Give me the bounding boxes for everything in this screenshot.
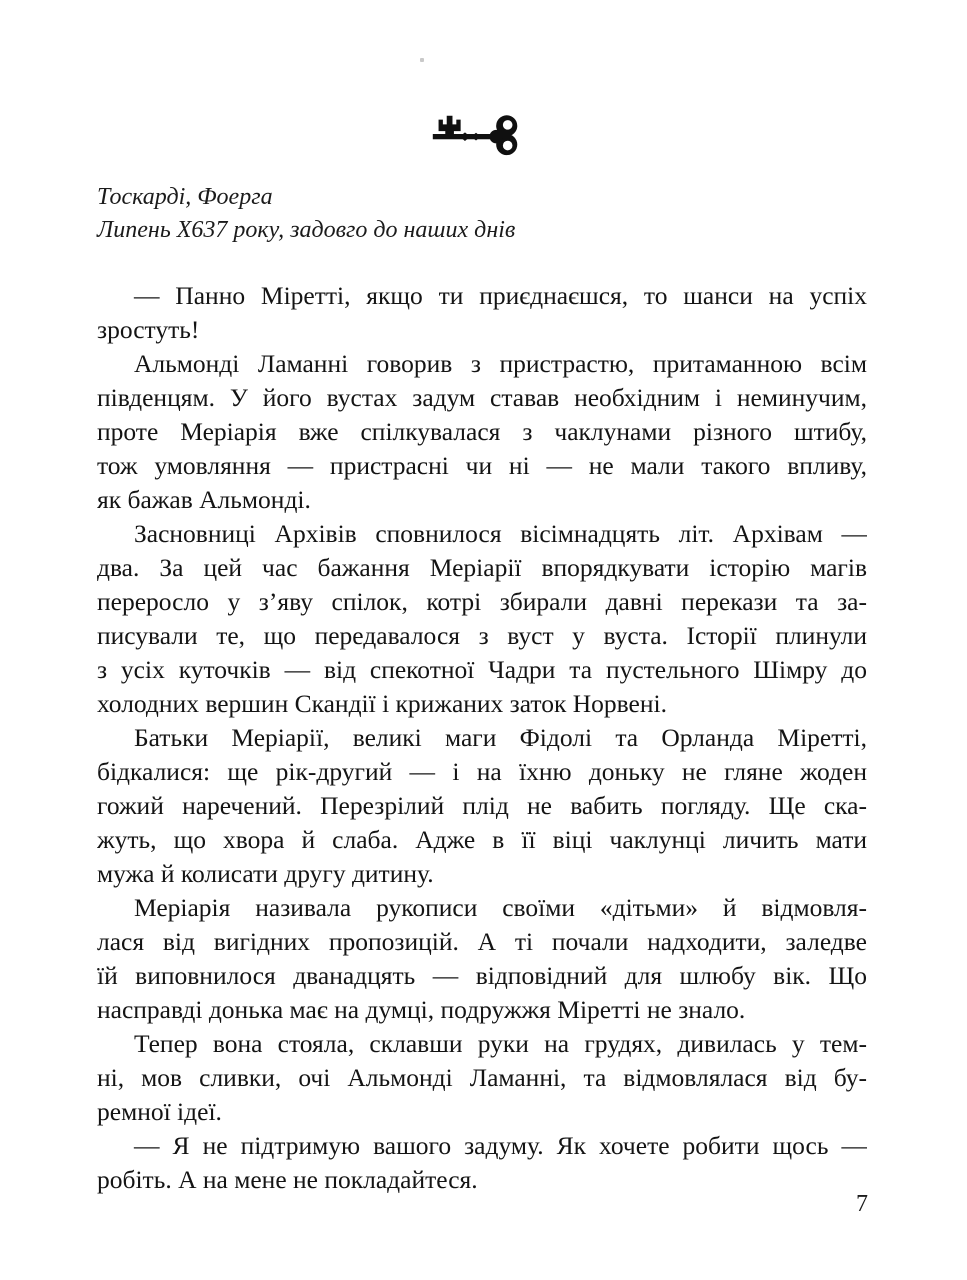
text-line: Батьки Меріарії, великі маги Фідолі та Орланда Міретті, (134, 723, 867, 752)
text-line: мужа й колисати другу дитину. (97, 859, 434, 888)
text-line: робіть. А на мене не покладайтеся. (97, 1165, 478, 1194)
paragraph (97, 517, 867, 721)
paragraph (97, 347, 867, 517)
text-line: Тепер вона стояла, склавши руки на грудях, дивилась у тем- (134, 1029, 867, 1058)
text-line: Засновниці Архівів сповнилося вісімнадцять літ. Архівам — (134, 519, 867, 548)
text-line: Меріарія називала рукописи своїми «дітьми» й відмовля- (134, 893, 867, 922)
text-line: ні, мов сливки, очі Альмонді Ламанні, та відмовлялася від бу- (97, 1063, 867, 1092)
text-line: зростуть! (97, 315, 200, 344)
key-ornament (428, 111, 524, 157)
text-line: з усіх куточків — від спекотної Чадри та пустельного Шімру до (97, 655, 867, 684)
paragraph (97, 891, 867, 1027)
scene-location: Тоскарді, Фоерга (97, 184, 273, 210)
scan-speck (420, 58, 424, 62)
text-line: лася від вигідних пропозицій. А ті почали надходити, заледве (97, 927, 867, 956)
text-line: Альмонді Ламанні говорив з пристрастю, притаманною всім (134, 349, 867, 378)
paragraph (97, 721, 867, 891)
text-line: писували те, що передавалося з вуст у вуста. Історії плинули (97, 621, 867, 650)
text-line: холодних вершин Скандії і крижаних заток Норвені. (97, 689, 667, 718)
paragraph (97, 1129, 867, 1197)
text-line: як бажав Альмонді. (97, 485, 311, 514)
text-line: переросло у з’яву спілок, котрі збирали давні перекази та за- (97, 587, 867, 616)
text-line: насправді донька має на думці, подружжя Міретті не знало. (97, 995, 746, 1024)
text-line: проте Меріарія вже спілкувалася з чаклунами різного штибу, (97, 417, 867, 446)
text-line: ремної ідеї. (97, 1097, 222, 1126)
text-line: південцям. У його вустах задум ставав необхідним і неминучим, (97, 383, 867, 412)
text-line: — Я не підтримую вашого задуму. Як хочете робити щось — (134, 1131, 867, 1160)
page-number: 7 (856, 1191, 868, 1217)
text-line: два. За цей час бажання Меріарії впорядкувати історію магів (97, 553, 867, 582)
text-line: тож умовляння — пристрасні чи ні — не мали такого впливу, (97, 451, 867, 480)
text-line: жуть, що хвора й слаба. Адже в її віці чаклунці личить мати (97, 825, 867, 854)
scene-header (97, 181, 877, 247)
paragraph (97, 279, 867, 347)
text-line: гожий наречений. Перезрілий плід не вабить погляду. Ще ска- (97, 791, 867, 820)
body-text (97, 279, 867, 1197)
text-line: їй виповнилося дванадцять — відповідний для шлюбу вік. Що (97, 961, 867, 990)
text-line: — Панно Міретті, якщо ти приєднаєшся, то шанси на успіх (134, 281, 867, 310)
scene-date: Липень Х637 року, задовго до наших днів (97, 217, 516, 243)
paragraph (97, 1027, 867, 1129)
text-line: бідкалися: ще рік-другий — і на їхню доньку не гляне жоден (97, 757, 867, 786)
